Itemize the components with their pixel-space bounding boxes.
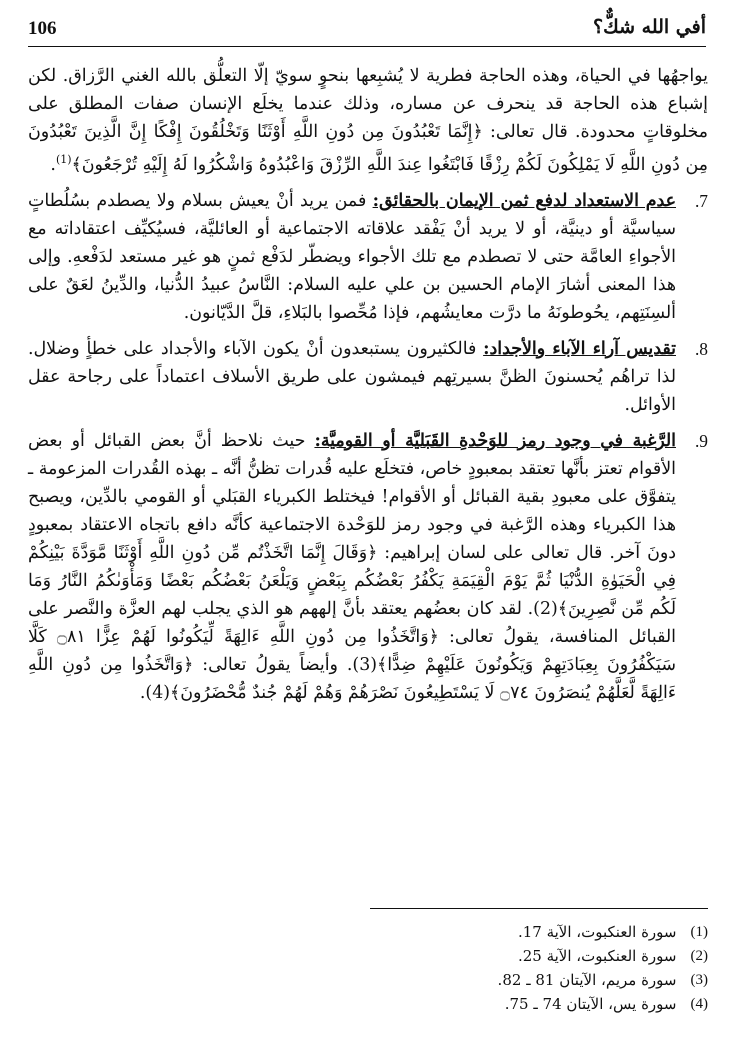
numbered-item-7	[28, 187, 708, 327]
footnote	[28, 944, 708, 968]
item-lead: عدم الاستعداد لدفع ثمن الإيمان بالحقائق:	[372, 190, 676, 211]
footnote	[28, 992, 708, 1016]
footnote-mark: (1)	[690, 924, 708, 940]
footnote-separator	[370, 908, 708, 909]
footnote-mark: (2)	[690, 948, 708, 964]
item-text: حيث نلاحظ أنَّ بعض القبائل أو بعض الأقوام تعتز بأنَّها تعتقد بمعبودٍ خاص، فتخلَع عليه قُدرات تظنُّ أنَّه ـ بهذه القُدرات المزعومة ـ يتفوَّق على معبودِ بقية القبائل أو الأقوام! فيختلط الكبرياء القبَلي أو القومي بالدِّين، ويصبح هذا الكبرياء وهذه الرَّغبة في وجود رمز للوَحْدة الاجتماعية كأنَّه دافع باتجاه الاعتقاد بمعبودٍ دونَ آخر. قال تعالى على لسان إبراهيم: ﴿وَقَالَ إِنَّمَا اتَّخَذْتُم مِّن دُونِ اللَّهِ أَوْثَنًا مَّوَدَّةَ بَيْنِكُمْ فِي الْحَيَوٰةِ الدُّنْيَا ثُمَّ يَوْمَ الْقِيَمَةِ يَكْفُرُ بَعْضُكُم بِبَعْضٍ وَيَلْعَنُ بَعْضُكُم بَعْضًا وَمَأْوَىٰكُمُ النَّارُ وَمَا لَكُم مِّن نَّصِرِينَ﴾(2). لقد كان بعضُهم يعتقد بأنَّ إلههم هو الذي يجلب لهم العزَّة والنَّصر على القبائل المنافسة، يقولُ تعالى: ﴿وَاتَّخَذُوا مِن دُونِ اللَّهِ ءَالِهَةً لِّيَكُونُوا لَهُمْ عِزًّا ۝٨١ كَلَّا سَيَكْفُرُونَ بِعِبَادَتِهِمْ وَيَكُونُونَ عَلَيْهِمْ ضِدًّا﴾(3). وأيضاً يقولُ تعالى: ﴿وَاتَّخَذُوا مِن دُونِ اللَّهِ ءَالِهَةً لَّعَلَّهُمْ يُنصَرُونَ ۝٧٤ لَا يَسْتَطِيعُونَ نَصْرَهُمْ وَهُمْ لَهُمْ جُندٌ مُّحْضَرُونَ﴾(4).	[28, 430, 676, 703]
footnote-ref: (1)	[55, 153, 72, 166]
footnote-text: سورة العنكبوت، الآية 17.	[517, 923, 677, 941]
item-number: 7.	[694, 190, 708, 211]
item-paragraph	[28, 427, 676, 707]
intro-paragraph	[28, 62, 708, 179]
footnote-text: سورة العنكبوت، الآية 25.	[517, 947, 677, 965]
footnote	[28, 968, 708, 992]
page-number: 106	[28, 18, 57, 39]
footnote-text: سورة مريم، الآيتان 81 ـ 82.	[497, 971, 677, 989]
footnote-mark: (4)	[690, 996, 708, 1012]
footnote-text: سورة يس، الآيتان 74 ـ 75.	[504, 995, 677, 1013]
item-paragraph	[28, 187, 676, 327]
item-lead: الرَّغبة في وجود رمز للوَحْدةِ القَبَليَّة أو القوميَّة:	[314, 430, 676, 451]
page-body	[28, 62, 708, 707]
footnote-mark: (3)	[690, 972, 708, 988]
running-title: أفي الله شكٌّ؟	[593, 16, 706, 38]
item-text: فالكثيرون يستبعدون أنْ يكون الآباء والأجداد على خطأٍ وضلال. لذا تراهُم يُحسنونَ الظنَّ بسيرتِهم فيمشون على طريق الأسلاف اعتماداً على رجاحة عقل الأوائل.	[28, 338, 676, 415]
item-number: 8.	[694, 338, 708, 359]
intro-text: يواجهُها في الحياة، وهذه الحاجة فطرية لا يُشبِعها بنحوٍ سويّ إلّا التعلُّق بالله الغني الرَّزاق. لكن إشباع هذه الحاجة قد ينحرف عن مساره، وذلك عندما يخلَع الإنسان صفات المطلق على مخلوقاتٍ محدودة. قال تعالى: ﴿إِنَّمَا تَعْبُدُونَ مِن دُونِ اللَّهِ أَوْثَنًا وَتَخْلُقُونَ إِفْكًا إِنَّ الَّذِينَ تَعْبُدُونَ مِن دُونِ اللَّهِ لَا يَمْلِكُونَ لَكُمْ رِزْقًا فَابْتَغُوا عِندَ اللَّهِ الرِّزْقَ وَاعْبُدُوهُ وَاشْكُرُوا لَهُ إِلَيْهِ تُرْجَعُونَ﴾	[28, 66, 708, 175]
item-text: فمن يريد أنْ يعيش بسلام ولا يصطدم بسُلُطاتٍ سياسيَّة أو دينيَّة، أو لا يريد أنْ يَفْقد علاقاته الاجتماعية أو العائليَّة، فسيُكيِّف اعتقاداته مع الأجواءِ العامَّة حتى لا تصطدم مع تلك الأجواء ويضطّر لدَفْع ثمنٍ هو غير مستعد لدَفْعهِ. وإلى هذا المعنى أشارَ الإمام الحسين بن علي عليه السلام: النَّاسُ عبيدُ الدُّنيا، والدِّينُ لعَقٌ على ألسِنَتِهم، يحُوطونَهُ ما درَّت معايشُهم، فإذا مُحِّصوا بالبَلاءِ، قلَّ الدَّيّانون.	[28, 190, 676, 323]
item-lead: تقديس آراء الآباء والأجداد:	[483, 338, 676, 359]
numbered-item-9	[28, 427, 708, 707]
item-number: 9.	[694, 430, 708, 451]
page-header	[28, 12, 706, 47]
numbered-item-8	[28, 335, 708, 419]
intro-end: .	[50, 154, 56, 175]
footnotes	[28, 920, 708, 1016]
item-paragraph	[28, 335, 676, 419]
footnote	[28, 920, 708, 944]
